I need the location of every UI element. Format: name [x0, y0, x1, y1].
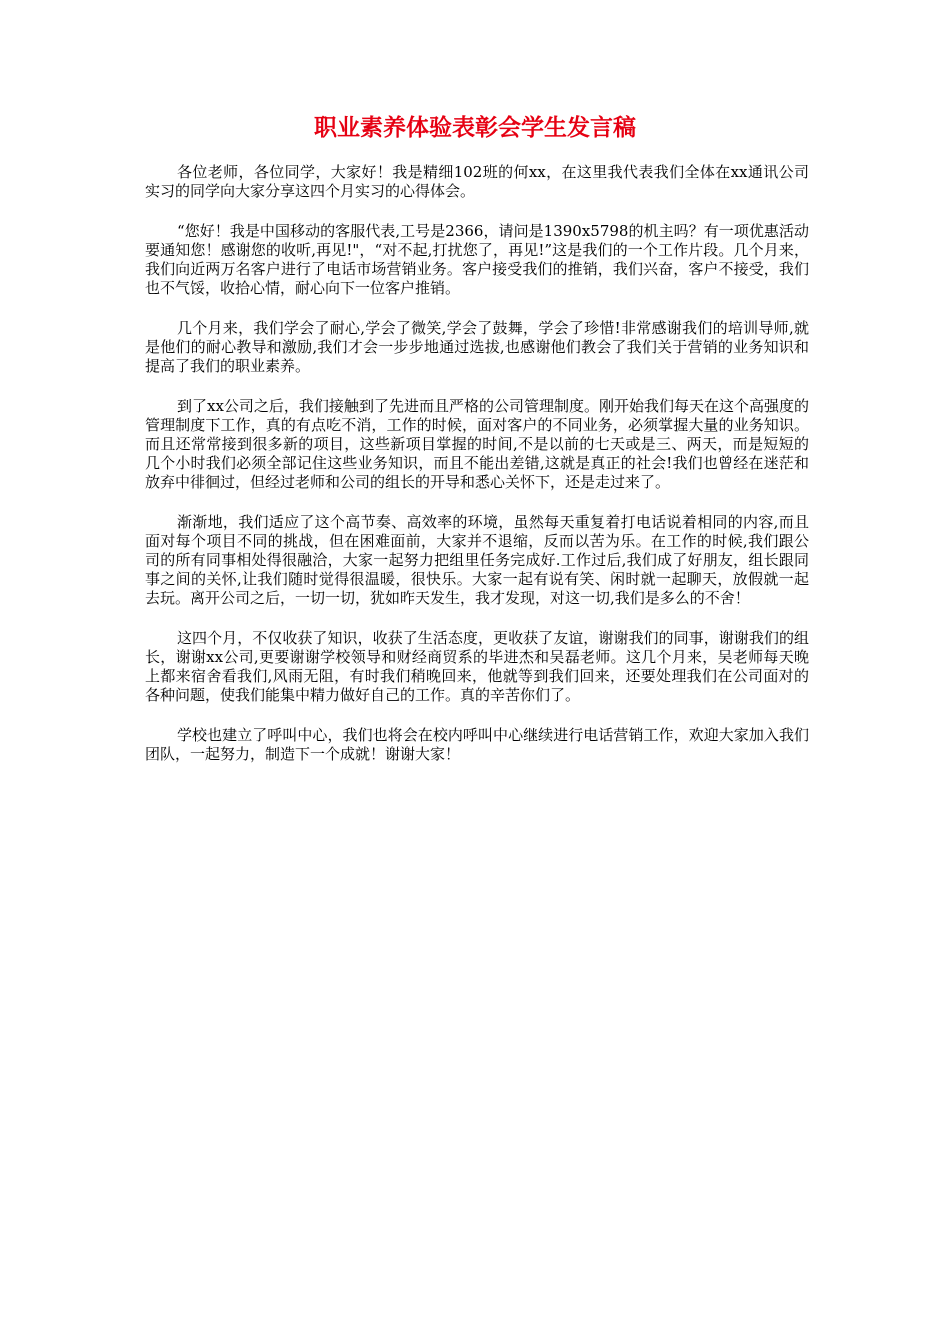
document-title: 职业素养体验表彰会学生发言稿 [314, 115, 636, 141]
paragraph-training: 几个月来，我们学会了耐心,学会了微笑,学会了鼓舞，学会了珍惜!非常感谢我们的培训导师,就是他们的耐心教导和激励,我们才会一步步地通过选拔,也感谢他们教会了我们关于营销的业务知识和提高了我们的职业素养。 [145, 319, 809, 375]
document-body [145, 163, 809, 785]
paragraph-call-script: “您好！我是中国移动的客服代表,工号是2366，请问是1390x5798的机主吗？有一项优惠活动要通知您！感谢您的收听,再见!"，“对不起,打扰您了，再见!”这是我们的一个工作片段。几个月来，我们向近两万名客户进行了电话市场营销业务。客户接受我们的推销，我们兴奋，客户不接受，我们也不气馁，收拾心情，耐心向下一位客户推销。 [145, 222, 809, 297]
paragraph-adaptation: 渐渐地，我们适应了这个高节奏、高效率的环境，虽然每天重复着打电话说着相同的内容,而且面对每个项目不同的挑战，但在困难面前，大家并不退缩，反而以苦为乐。在工作的时候,我们跟公司的所有同事相处得很融洽，大家一起努力把组里任务完成好.工作过后,我们成了好朋友，组长跟同事之间的关怀,让我们随时觉得很温暖，很快乐。大家一起有说有笑、闲时就一起聊天，放假就一起去玩。离开公司之后，一切一切，犹如昨天发生，我才发现，对这一切,我们是多么的不舍！ [145, 513, 809, 607]
paragraph-thanks: 这四个月，不仅收获了知识，收获了生活态度，更收获了友谊，谢谢我们的同事，谢谢我们的组长，谢谢xx公司,更要谢谢学校领导和财经商贸系的毕进杰和吴磊老师。这几个月来，吴老师每天晚上都来宿舍看我们,风雨无阻，有时我们稍晚回来，他就等到我们回来，还要处理我们在公司面对的各种问题，使我们能集中精力做好自己的工作。真的辛苦你们了。 [145, 629, 809, 704]
paragraph-management: 到了xx公司之后，我们接触到了先进而且严格的公司管理制度。刚开始我们每天在这个高强度的管理制度下工作，真的有点吃不消，工作的时候，面对客户的不同业务，必须掌握大量的业务知识。而且还常常接到很多新的项目，这些新项目掌握的时间,不是以前的七天或是三、两天，而是短短的几个小时我们必须全部记住这些业务知识，而且不能出差错,这就是真正的社会!我们也曾经在迷茫和放弃中徘徊过，但经过老师和公司的组长的开导和悉心关怀下，还是走过来了。 [145, 397, 809, 491]
paragraph-closing: 学校也建立了呼叫中心，我们也将会在校内呼叫中心继续进行电话营销工作，欢迎大家加入我们团队，一起努力，制造下一个成就！谢谢大家！ [145, 726, 809, 763]
paragraph-greeting: 各位老师，各位同学，大家好！我是精细102班的何xx，在这里我代表我们全体在xx通讯公司实习的同学向大家分享这四个月实习的心得体会。 [145, 163, 809, 200]
